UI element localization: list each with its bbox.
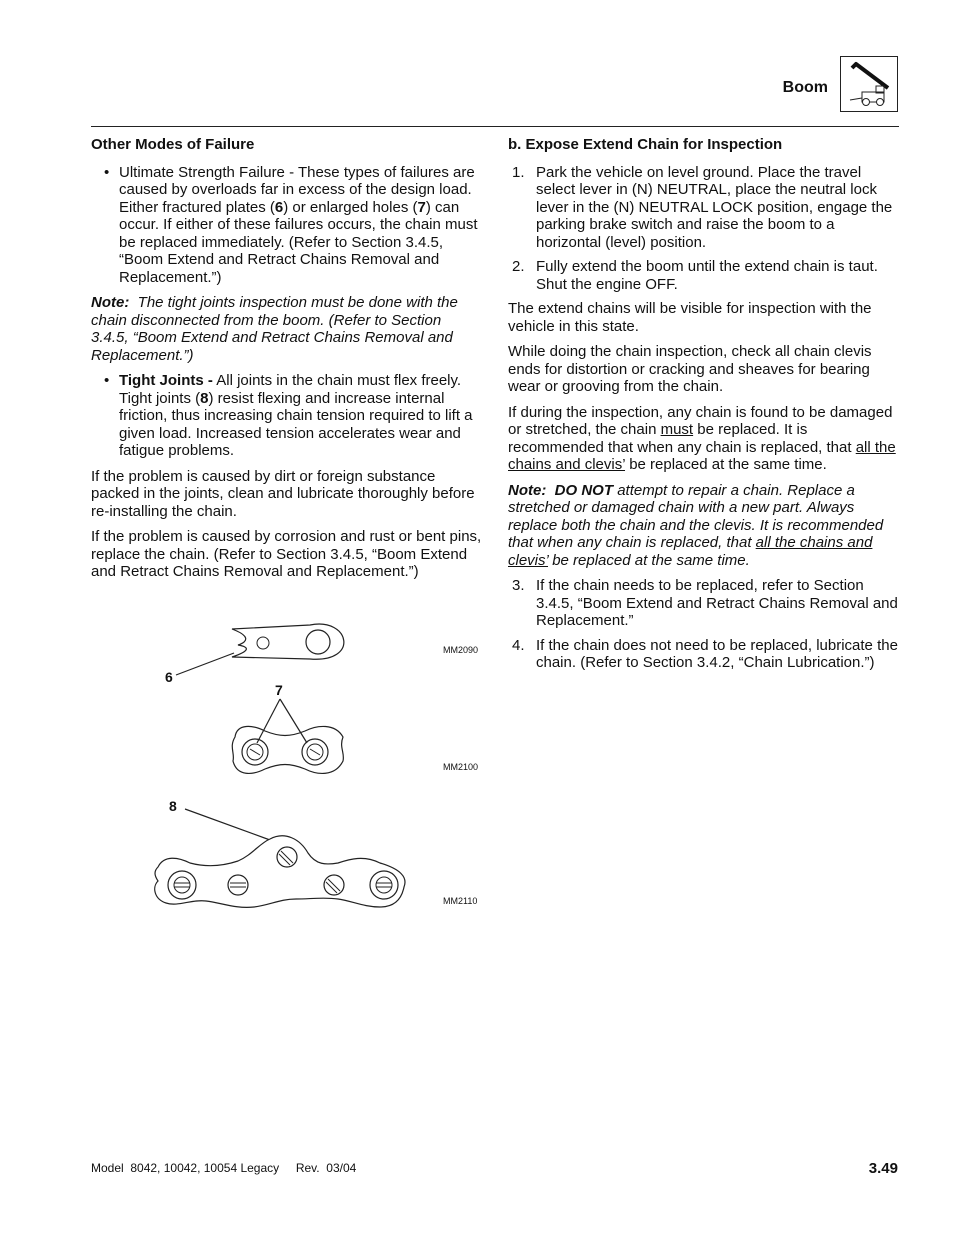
callout-8: 8 <box>169 798 177 814</box>
note-text: The tight joints inspection must be done with the chain disconnected from the boom. (Refer to Section 3.4.5, “Boom Extend and Retract Chains Removal and Replacement.”) <box>91 294 458 364</box>
step-number: 4. <box>512 636 525 654</box>
para3-text-c: be replaced at the same time. <box>629 456 827 473</box>
para3-text-b: be replaced. It is recommended that when any chain is replaced, that <box>508 421 852 456</box>
callout-7: 7 <box>275 682 283 698</box>
inspection-paragraph: While doing the chain inspection, check all chain clevis ends for distortion or cracking and sheaves for bearing wear or grooving from the chain. <box>508 343 872 395</box>
step-number: 2. <box>512 258 525 275</box>
note-tight-joints <box>91 294 482 364</box>
must-underlined: must <box>660 421 694 438</box>
bullet-dot: • <box>104 163 110 181</box>
expose-extend-chain-heading: b. Expose Extend Chain for Inspection <box>508 136 783 153</box>
step-text: Park the vehicle on level ground. Place the travel select lever in (N) NEUTRAL, place the neutral lock lever in the (N) NEUTRAL LOCK position, engage the parking brake switch and raise the boom to a horizontal (level) position. <box>536 163 893 251</box>
note-do-not-repair <box>508 482 900 570</box>
note-text-a: attempt to repair a chain. Replace a stretched or damaged chain with a new part. Always replace both the chain and the clevis. It is recommended that when any chain is replaced, that <box>508 481 884 551</box>
bullet-tight-joints <box>91 372 482 460</box>
ref-6: 6 <box>274 198 284 216</box>
all-chains-underlined: all the chains and clevis’ <box>508 438 896 473</box>
dirt-paragraph: If the problem is caused by dirt or foreign substance packed in the joints, clean and lubricate thoroughly before re-installing the chain. <box>91 467 475 520</box>
right-column <box>508 134 900 679</box>
para3-text-a: If during the inspection, any chain is found to be damaged or stretched, the chain <box>508 403 893 438</box>
footer-model-revision: Model 8042, 10042, 10054 Legacy Rev. 03/04 <box>91 1161 357 1175</box>
step-text: Fully extend the boom until the extend chain is taut. Shut the engine OFF. <box>536 258 878 293</box>
bullet1-text-a: Ultimate Strength Failure - These types of failures are caused by overloads far in excess of the design load. Either fractured plates ( <box>119 163 475 216</box>
ref-7: 7 <box>417 198 426 216</box>
callout-6: 6 <box>165 669 173 685</box>
bullet2-text-b: ) resist flexing and increase internal friction, thus increasing chain tension required to lift a given load. Increased tension accelerates wear and fatigue problems. <box>119 389 473 459</box>
enlarged-holes-figure <box>225 695 350 785</box>
note-text-b: be replaced at the same time. <box>552 551 750 569</box>
figure-code-mm2090: MM2090 <box>443 645 479 655</box>
bullet-ultimate-strength <box>91 164 482 287</box>
step-2 <box>508 258 900 293</box>
ref-8: 8 <box>200 389 209 407</box>
all-chains-underlined: all the chains and clevis’ <box>508 534 873 569</box>
visible-paragraph: The extend chains will be visible for inspection with the vehicle in this state. <box>508 300 872 335</box>
section-title: Boom <box>782 79 828 96</box>
note-label: Note: <box>91 294 130 311</box>
figure-code-mm2100: MM2100 <box>443 762 479 772</box>
boom-vehicle-icon <box>840 56 898 112</box>
tight-joint-figure <box>150 795 420 915</box>
bullet1-text-c: ) can occur. If either of these failures occurs, the chain must be replaced immediately. (Refer to Section 3.4.5, “Boom Extend and Retract Chains Removal and Replacement.”) <box>119 198 478 286</box>
fractured-plate-figure <box>150 605 410 685</box>
note-label: Note: <box>508 481 547 499</box>
corrosion-paragraph: If the problem is caused by corrosion and rust or bent pins, replace the chain. (Refer to Section 3.4.5, “Boom Extend and Retract Chains Removal and Replacement.”) <box>91 528 482 580</box>
bullet-dot: • <box>104 372 110 389</box>
step-number: 1. <box>512 163 525 181</box>
step-4 <box>508 637 900 672</box>
figure-code-mm2110: MM2110 <box>443 896 478 906</box>
step-text: If the chain needs to be replaced, refer to Section 3.4.5, “Boom Extend and Retract Chains Removal and Replacement.” <box>536 577 898 629</box>
tight-joints-lead: Tight Joints - <box>119 372 213 389</box>
bullet2-text-a: All joints in the chain must flex freely. Tight joints ( <box>119 372 462 407</box>
damaged-chain-paragraph <box>508 404 900 474</box>
step-number: 3. <box>512 577 525 594</box>
step-1 <box>508 164 900 252</box>
step-text: If the chain does not need to be replaced, lubricate the chain. (Refer to Section 3.4.2, “Chain Lubrication.”) <box>536 636 898 671</box>
step-3 <box>508 577 900 630</box>
bullet1-text-b: ) or enlarged holes ( <box>283 198 418 216</box>
header-rule <box>91 126 899 127</box>
left-column <box>91 134 482 589</box>
other-modes-heading: Other Modes of Failure <box>91 136 255 153</box>
page-number: 3.49 <box>868 1160 898 1177</box>
do-not-emphasis: DO NOT <box>554 481 614 499</box>
